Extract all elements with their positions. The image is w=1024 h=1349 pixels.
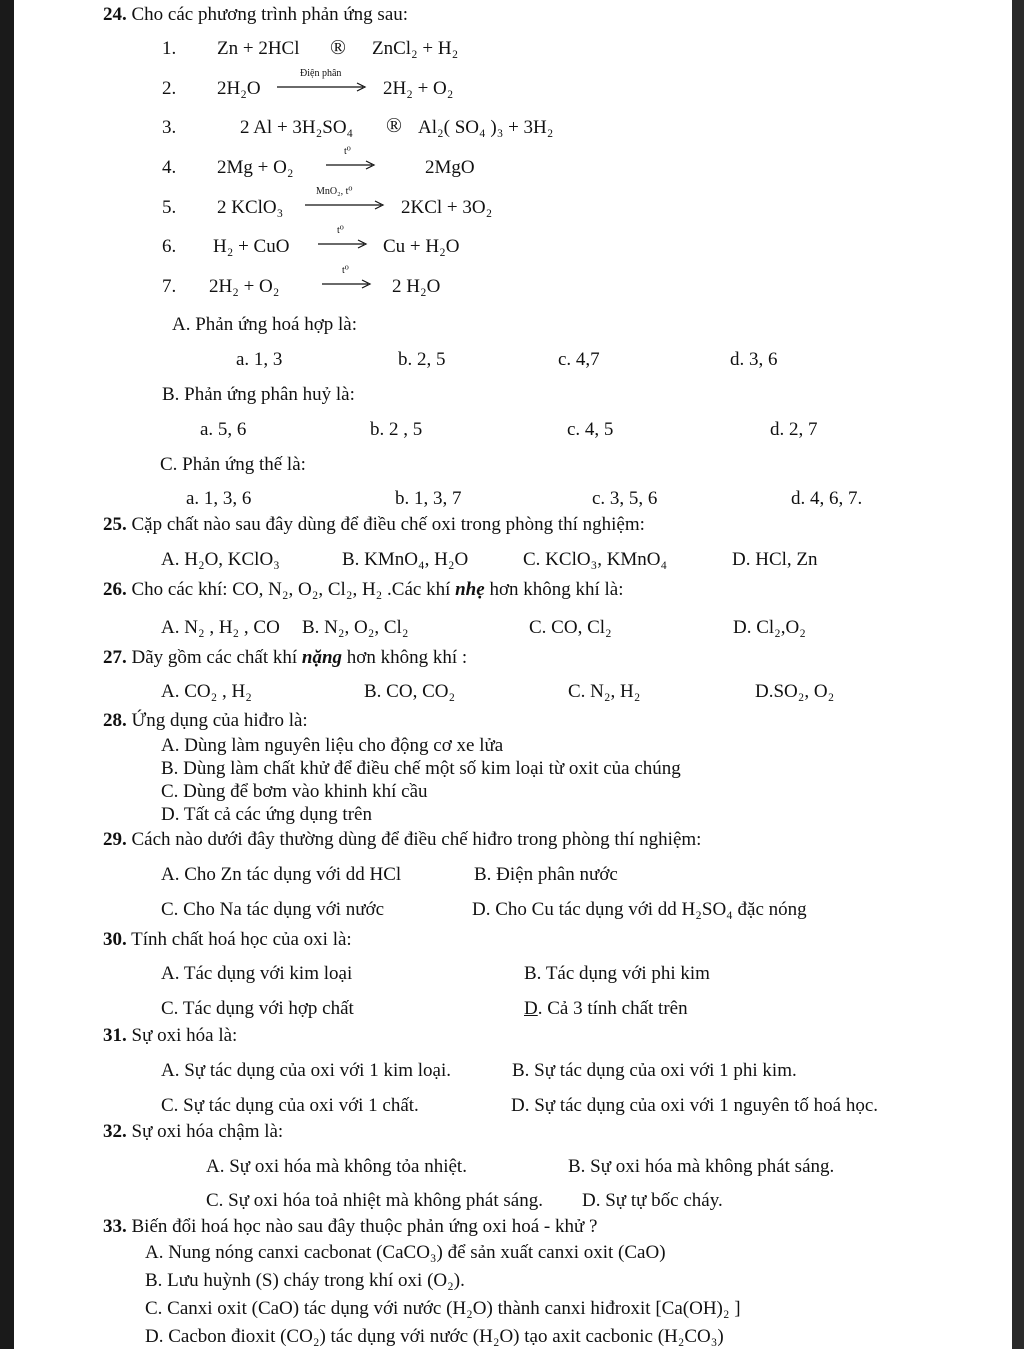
subquestion-C: C. Phản ứng thế là: <box>160 454 306 475</box>
option-d: D. Cl₂,O₂ <box>733 617 806 638</box>
question-number: 33. <box>103 1216 127 1237</box>
option-d: D. Sự tự bốc cháy. <box>582 1190 723 1211</box>
arrow-icon <box>318 239 370 249</box>
reaction-right: 2H₂ + O₂ <box>383 78 454 99</box>
question-text: Sự oxi hóa là: <box>131 1025 238 1046</box>
option-c: C. CO, Cl₂ <box>529 617 612 638</box>
emphasis: nặng <box>301 647 343 668</box>
question-number: 24. <box>103 4 127 25</box>
option-b: B. Điện phân nước <box>474 864 618 885</box>
option-d: d. 4, 6, 7. <box>791 488 863 509</box>
option-d: D. Sự tác dụng của oxi với 1 nguyên tố hoá học. <box>511 1095 879 1116</box>
option-a: A. Tác dụng với kim loại <box>161 963 353 984</box>
option-a: a. 1, 3 <box>236 349 283 370</box>
reaction-left: 2H₂ + O₂ <box>209 276 280 297</box>
reaction-right: ZnCl₂ + H₂ <box>372 38 459 59</box>
reaction-condition: t⁰ <box>344 146 351 157</box>
question-number: 29. <box>103 829 127 850</box>
option-c: C. Tác dụng với hợp chất <box>161 998 354 1019</box>
option-a: A. Nung nóng canxi cacbonat (CaCO₃) để sản xuất canxi oxit (CaO) <box>145 1242 666 1263</box>
option-a: a. 5, 6 <box>200 419 247 440</box>
option-d: d. 2, 7 <box>770 419 818 440</box>
option-a: A. Sự oxi hóa mà không tỏa nhiệt. <box>206 1156 467 1177</box>
question-text: Dãy gồm các chất khí <box>131 647 302 668</box>
option-a: A. Sự tác dụng của oxi với 1 kim loại. <box>161 1060 452 1081</box>
option-a: A. CO₂ , H₂ <box>161 681 252 702</box>
question-31-title <box>103 1025 237 1047</box>
reaction-number: 2. <box>162 78 177 99</box>
reaction-right: 2MgO <box>425 157 475 178</box>
question-text: Cặp chất nào sau đây dùng để điều chế oxi trong phòng thí nghiệm: <box>131 514 645 535</box>
reaction-number: 5. <box>162 197 177 218</box>
option-b: B. Tác dụng với phi kim <box>524 963 710 984</box>
reaction-condition: Điện phân <box>300 68 342 79</box>
option-c: c. 4,7 <box>558 349 600 370</box>
left-page-edge <box>0 0 14 1349</box>
question-text: Ứng dụng của hiđro là: <box>131 710 308 731</box>
question-text: Cho các khí: CO, N₂, O₂, Cl₂, H₂ .Các khí <box>131 579 456 600</box>
reaction-left: Zn + 2HCl <box>217 38 300 59</box>
option-c: C. N₂, H₂ <box>568 681 641 702</box>
question-number: 32. <box>103 1121 127 1142</box>
option-d: D. HCl, Zn <box>732 549 818 570</box>
reaction-condition: t⁰ <box>337 225 344 236</box>
option-c: c. 3, 5, 6 <box>592 488 658 509</box>
question-number: 26. <box>103 579 127 600</box>
question-30-title <box>103 929 352 951</box>
reaction-number: 1. <box>162 38 177 59</box>
reaction-right: 2 H₂O <box>392 276 441 297</box>
reaction-number: 4. <box>162 157 177 178</box>
option-d: D.SO₂, O₂ <box>755 681 835 702</box>
option-c: C. Sự tác dụng của oxi với 1 chất. <box>161 1095 419 1116</box>
question-number: 28. <box>103 710 127 731</box>
arrow-icon <box>277 82 369 92</box>
option-c: C. KClO₃, KMnO₄ <box>523 549 668 570</box>
emphasis: nhẹ <box>455 579 485 600</box>
option-b: B. Dùng làm chất khử để điều chế một số kim loại từ oxit của chúng <box>161 758 681 779</box>
option-letter: D <box>524 998 538 1019</box>
question-text: Tính chất hoá học của oxi là: <box>131 929 352 950</box>
reaction-left: 2Mg + O₂ <box>217 157 294 178</box>
option-c: C. Sự oxi hóa toả nhiệt mà không phát sáng. <box>206 1190 543 1211</box>
subquestion-B: B. Phản ứng phân huỷ là: <box>162 384 355 405</box>
option-b: B. Sự tác dụng của oxi với 1 phi kim. <box>512 1060 797 1081</box>
question-26-title <box>103 579 624 601</box>
option-b: B. Lưu huỳnh (S) cháy trong khí oxi (O₂). <box>145 1270 465 1291</box>
option-c: C. Dùng để bơm vào khinh khí cầu <box>161 781 428 802</box>
right-page-edge <box>1012 0 1024 1349</box>
reaction-left: 2 KClO₃ <box>217 197 284 218</box>
reaction-left: 2 Al + 3H₂SO₄ <box>240 117 354 138</box>
question-29-title <box>103 829 701 851</box>
option-b: B. Sự oxi hóa mà không phát sáng. <box>568 1156 835 1177</box>
option-a: A. H₂O, KClO₃ <box>161 549 280 570</box>
reaction-condition: t⁰ <box>342 265 349 276</box>
option-a: A. Dùng làm nguyên liệu cho động cơ xe lửa <box>161 735 504 756</box>
option-b: b. 2 , 5 <box>370 419 423 440</box>
question-number: 30. <box>103 929 127 950</box>
option-a: a. 1, 3, 6 <box>186 488 252 509</box>
option-d <box>524 998 688 1020</box>
option-text: . Cả 3 tính chất trên <box>537 998 688 1019</box>
option-d: d. 3, 6 <box>730 349 778 370</box>
option-b: B. CO, CO₂ <box>364 681 456 702</box>
question-number: 25. <box>103 514 127 535</box>
option-d: D. Cho Cu tác dụng với dd H₂SO₄ đặc nóng <box>472 899 807 920</box>
arrow-icon <box>305 200 387 210</box>
question-text: Cho các phương trình phản ứng sau: <box>131 4 409 25</box>
reaction-arrow-symbol: ® <box>330 35 346 59</box>
reaction-number: 6. <box>162 236 177 257</box>
option-b: b. 2, 5 <box>398 349 446 370</box>
reaction-right: Al₂( SO₄ )₃ + 3H₂ <box>418 117 554 138</box>
question-number: 27. <box>103 647 127 668</box>
option-a: A. N₂ , H₂ , CO <box>161 617 280 638</box>
question-28-title <box>103 710 308 732</box>
reaction-left: H₂ + CuO <box>213 236 290 257</box>
reaction-number: 7. <box>162 276 177 297</box>
option-c: c. 4, 5 <box>567 419 614 440</box>
question-33-title <box>103 1216 597 1238</box>
question-number: 31. <box>103 1025 127 1046</box>
option-d: D. Tất cả các ứng dụng trên <box>161 804 372 825</box>
question-27-title <box>103 647 467 669</box>
question-text: Sự oxi hóa chậm là: <box>131 1121 284 1142</box>
question-25-title <box>103 514 645 536</box>
reaction-right: 2KCl + 3O₂ <box>401 197 493 218</box>
question-24-title <box>103 4 408 26</box>
option-b: B. KMnO₄, H₂O <box>342 549 469 570</box>
option-d: D. Cacbon đioxit (CO₂) tác dụng với nước (H₂O) tạo axit cacbonic (H₂CO₃) <box>145 1326 724 1347</box>
reaction-arrow-symbol: ® <box>386 113 402 137</box>
subquestion-A: A. Phản ứng hoá hợp là: <box>172 314 357 335</box>
arrow-icon <box>322 279 374 289</box>
option-c: C. Cho Na tác dụng với nước <box>161 899 384 920</box>
option-b: b. 1, 3, 7 <box>395 488 462 509</box>
question-text: hơn không khí là: <box>484 579 624 600</box>
option-c: C. Canxi oxit (CaO) tác dụng với nước (H₂O) thành canxi hiđroxit [Ca(OH)₂ ] <box>145 1298 741 1319</box>
reaction-condition: MnO₂, t⁰ <box>316 186 353 197</box>
question-text: hơn không khí : <box>342 647 468 668</box>
reaction-number: 3. <box>162 117 177 138</box>
reaction-left: 2H₂O <box>217 78 261 99</box>
reaction-right: Cu + H₂O <box>383 236 460 257</box>
question-text: Cách nào dưới đây thường dùng để điều chế hiđro trong phòng thí nghiệm: <box>131 829 702 850</box>
option-a: A. Cho Zn tác dụng với dd HCl <box>161 864 402 885</box>
arrow-icon <box>326 160 378 170</box>
question-text: Biến đổi hoá học nào sau đây thuộc phản ứng oxi hoá - khử ? <box>131 1216 598 1237</box>
question-32-title <box>103 1121 283 1143</box>
option-b: B. N₂, O₂, Cl₂ <box>302 617 409 638</box>
